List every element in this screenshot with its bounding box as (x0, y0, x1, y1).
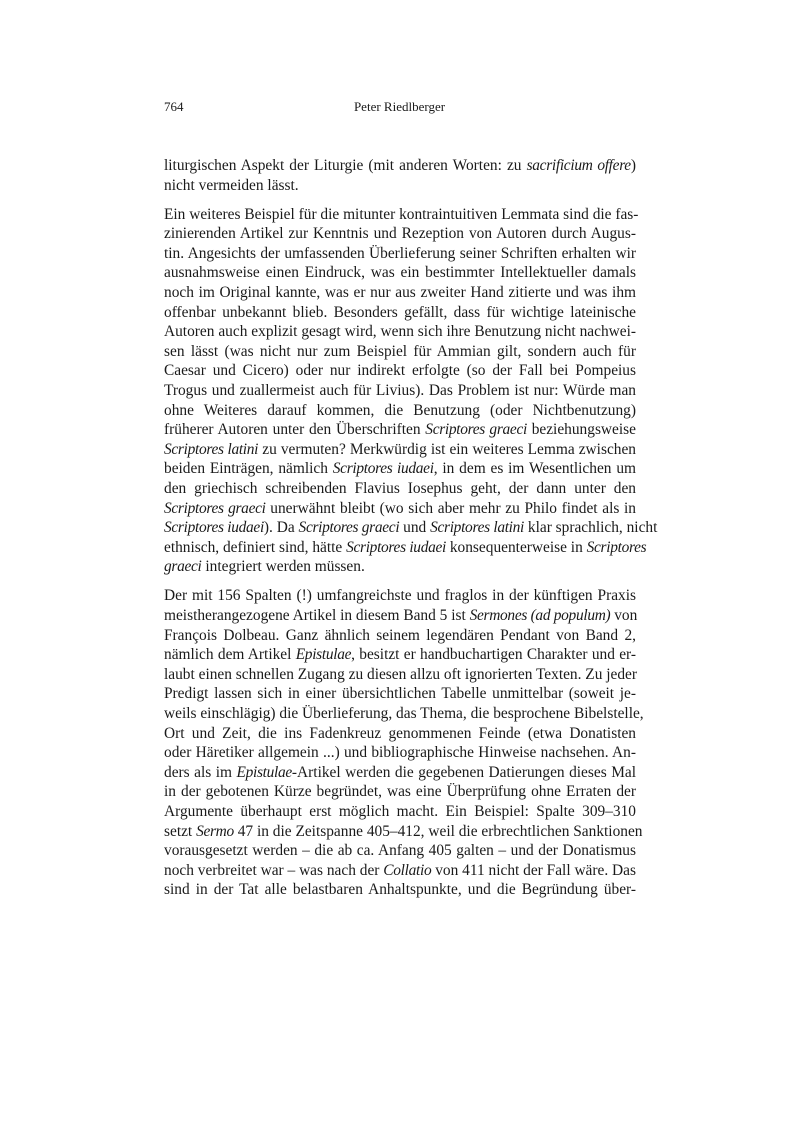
text: von 411 nicht der Fall wäre. Das (431, 861, 636, 879)
text-line (164, 459, 636, 479)
text-line (164, 586, 636, 606)
text-line (164, 684, 636, 704)
italic-text: Epistulae (295, 646, 352, 664)
text: beiden Einträgen, nämlich (164, 460, 333, 478)
text-line (164, 782, 636, 802)
text-line (164, 440, 636, 460)
text: ausnahmsweise einen Eindruck, was ein bestimmter Intellektueller damals (164, 264, 636, 282)
text-line (164, 303, 636, 323)
italic-text: sacrificium offere (526, 157, 631, 174)
text: in der gebotenen Kürze begründet, was eine Überprüfung ohne Erraten der (164, 783, 636, 801)
text: und (399, 519, 431, 537)
text-line (164, 263, 636, 283)
paragraph (164, 586, 644, 900)
text-line (164, 880, 636, 900)
text-line (164, 704, 644, 724)
text: ders als im (164, 763, 237, 781)
text-line (164, 322, 636, 342)
italic-text: Scriptores latini (164, 440, 259, 458)
italic-text: Scriptores iudaei (332, 460, 434, 478)
italic-text: Scriptores iudaei (346, 538, 446, 556)
text-line (164, 802, 636, 822)
text: weils einschlägig) die Überlieferung, das Thema, die besprochene Bibelstelle, (164, 705, 644, 723)
text: beziehungsweise (526, 421, 636, 439)
italic-text: graeci (164, 558, 202, 576)
text: Trogus und zuallermeist auch für Livius). Das Problem ist nur: Würde man (164, 382, 636, 400)
text-line (164, 176, 636, 196)
text: oder Häretiker allgemein ...) und bibliographische Hinweise nachsehen. An- (164, 744, 636, 762)
text: den griechisch schreibenden Flavius Iosephus geht, der dann unter den (164, 480, 636, 497)
text-line (164, 479, 636, 499)
italic-text: Scriptores graeci (425, 421, 527, 439)
text: ethnisch, definiert sind, hätte (164, 538, 347, 556)
text: Autoren auch explizit gesagt wird, wenn sich ihre Benutzung nicht nachwei- (164, 323, 636, 341)
text: ohne Weiteres darauf kommen, die Benutzung (oder Nichtbenutzung) (164, 401, 636, 419)
text: , besitzt er handbuchartigen Charakter und er- (351, 646, 636, 664)
text-line (164, 645, 636, 665)
text: , in dem es im Wesentlichen um (433, 460, 636, 478)
paragraph (164, 156, 636, 195)
text: klar sprachlich, nicht (524, 519, 658, 537)
text-line (164, 244, 636, 264)
italic-text: Scriptores latini (430, 519, 525, 537)
italic-text: Scriptores graeci (298, 519, 400, 537)
text: Ort und Zeit, die ins Fadenkreuz genommenen Feinde (etwa Donatisten (164, 724, 636, 742)
text: tin. Angesichts der umfassenden Überlieferung seiner Schriften erhalten wir (164, 244, 636, 262)
text-line (164, 763, 636, 783)
text: 47 in die Zeitspanne 405–412, weil die erbrechtlichen Sanktionen (233, 822, 643, 840)
running-head: Peter Riedlberger (353, 99, 446, 114)
text: konsequenterweise in (446, 538, 587, 556)
text: -Artikel werden die gegebenen Datierungen dieses Mal (291, 763, 636, 781)
text: zu vermuten? Merkwürdig ist ein weiteres Lemma zwischen (258, 440, 636, 458)
italic-text: Scriptores (586, 538, 647, 556)
text: ) (630, 157, 636, 174)
text-line (164, 626, 636, 646)
text: Argumente überhaupt erst möglich macht. Ein Beispiel: Spalte 309–310 (164, 803, 636, 820)
text-line (164, 861, 636, 881)
italic-text: Epistulae (236, 763, 292, 781)
text-line (164, 156, 636, 176)
paragraph (164, 205, 658, 577)
text-line (164, 606, 636, 626)
text: unerwähnt bleibt (wo sich aber mehr zu Philo findet als in (265, 499, 636, 517)
italic-text: Sermones (ad populum) (469, 607, 611, 625)
body-text (164, 156, 658, 909)
text: Der mit 156 Spalten (!) umfangreichste und fraglos in der künftigen Praxis (164, 587, 636, 605)
text: nicht vermeiden lässt. (164, 176, 299, 194)
text-line (164, 283, 636, 303)
text: laubt einen schnellen Zugang zu diesen allzu oft ignorierten Texten. Zu jeder (164, 665, 638, 683)
italic-text: Scriptores iudaei (164, 519, 264, 537)
text: früherer Autoren unter den Überschriften (164, 421, 426, 439)
text-line (164, 538, 647, 558)
text: von (610, 607, 638, 625)
text-line (164, 205, 639, 225)
text: sen lässt (was nicht nur zum Beispiel für Ammian gilt, sondern auch für (164, 342, 636, 360)
text: offenbar unbekannt blieb. Besonders gefällt, dass für wichtige lateinische (164, 303, 636, 321)
text-line (164, 822, 643, 842)
text-line (164, 342, 636, 362)
text: noch im Original kannte, was er nur aus zweiter Hand zitierte und was ihm (164, 284, 636, 302)
page-number: 764 (164, 99, 184, 114)
text: setzt (164, 822, 197, 840)
text-line (164, 401, 636, 421)
italic-text: Collatio (383, 861, 432, 879)
text-line (164, 420, 636, 440)
text-line (164, 743, 636, 763)
text: ). Da (263, 519, 299, 537)
text-line (164, 499, 636, 519)
text: Predigt lassen sich in einer übersichtlichen Tabelle unmittelbar (soweit je- (164, 685, 636, 703)
text: noch verbreitet war – was nach der (164, 861, 384, 879)
text: François Dolbeau. Ganz ähnlich seinem legendären Pendant von Band 2, (164, 626, 636, 644)
text-line (164, 518, 658, 538)
text: sind in der Tat alle belastbaren Anhaltspunkte, und die Begründung über- (164, 881, 636, 899)
text: liturgischen Aspekt der Liturgie (mit anderen Worten: zu (164, 157, 527, 174)
italic-text: Scriptores graeci (164, 499, 266, 517)
italic-text: Sermo (196, 822, 234, 840)
text: Ein weiteres Beispiel für die mitunter kontraintuitiven Lemmata sind die fas- (164, 205, 639, 223)
text-line (164, 665, 636, 685)
text: zinierenden Artikel zur Kenntnis und Rezeption von Autoren durch Augus- (164, 225, 636, 243)
text: Caesar und Cicero) oder nur indirekt erfolgte (so der Fall bei Pompeius (164, 362, 636, 380)
text: vorausgesetzt werden – die ab ca. Anfang 405 galten – und der Donatismus (164, 842, 636, 860)
text-line (164, 557, 636, 577)
text-line (164, 224, 636, 244)
text-line (164, 381, 636, 401)
text-line (164, 361, 636, 381)
text-line (164, 841, 636, 861)
text: integriert werden müssen. (201, 558, 365, 576)
text: nämlich dem Artikel (164, 646, 296, 664)
text: meistherangezogene Artikel in diesem Band 5 ist (164, 607, 470, 625)
text-line (164, 724, 636, 744)
